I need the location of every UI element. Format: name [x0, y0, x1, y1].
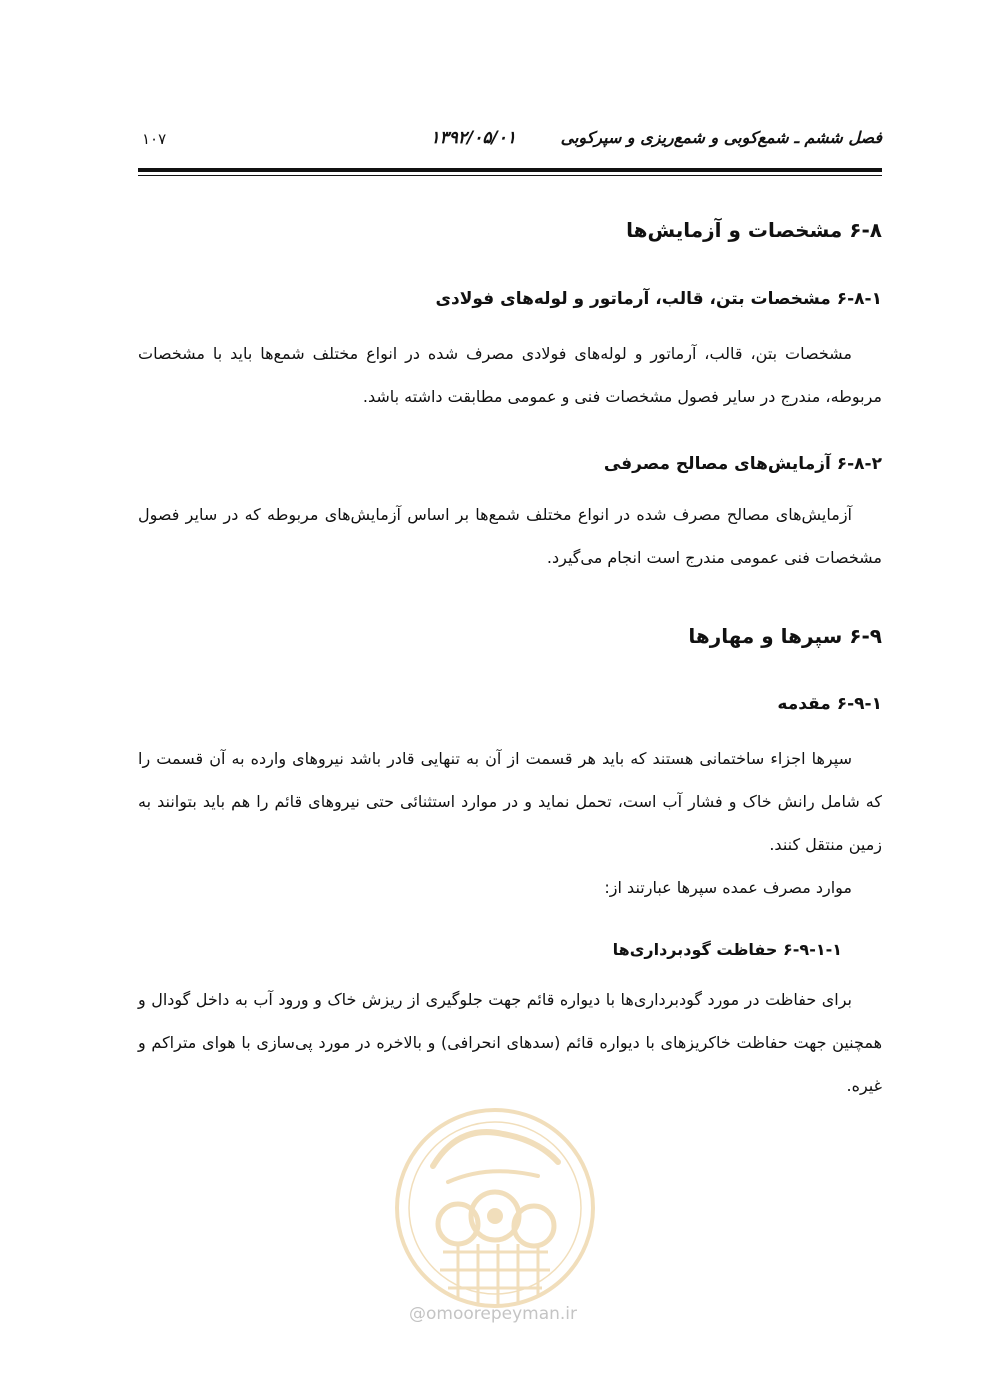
paragraph: مشخصات بتن، قالب، آرماتور و لوله‌های فولادی مصرف شده در انواع مختلف شمع‌ها باید با مشخصات مربوطه، مندرج در سایر فصول مشخصات فنی و عمومی مطابقت داشته باشد. [138, 344, 882, 406]
page-header [138, 128, 882, 158]
paragraph: آزمایش‌های مصالح مصرف شده در انواع مختلف شمع‌ها بر اساس آزمایش‌های مربوطه که در سایر فصول مشخصات فنی عمومی مندرج است انجام می‌گیرد. [138, 505, 882, 567]
subsection-heading: ۶-۹-۱ مقدمه [777, 694, 882, 714]
subsection-heading: ۶-۸-۲ آزمایش‌های مصالح مصرفی [603, 454, 882, 474]
section-heading: ۶-۸ مشخصات و آزمایش‌ها [626, 218, 882, 242]
page-number: ۱۰۷ [142, 130, 167, 148]
watermark-logo [388, 1104, 603, 1324]
header-rule-thick [138, 168, 882, 172]
header-rule-thin [138, 175, 882, 176]
paragraph: موارد مصرف عمده سپرها عبارتند از: [604, 878, 852, 897]
paragraph: برای حفاظت در مورد گودبرداری‌ها با دیواره قائم جهت جلوگیری از ریزش خاک و ورود آب به داخل گودال و همچنین جهت حفاظت خاکریزهای با دیواره قائم (سدهای انحرافی) و بالاخره در مورد پی‌سازی با هوای متراکم و غیره. [138, 990, 882, 1095]
watermark-text: @omoorepeyman.ir [408, 1304, 578, 1324]
subsection-heading: ۶-۸-۱ مشخصات بتن، قالب، آرماتور و لوله‌های فولادی [435, 289, 882, 309]
chapter-title: فصل ششم ـ شمع‌کوبی و شمع‌ریزی و سپرکوبی [560, 128, 882, 147]
header-date: ۱۳۹۲/۰۵/۰۱ [430, 128, 516, 148]
paragraph: سپرها اجزاء ساختمانی هستند که باید هر قسمت از آن به تنهایی قادر باشد نیروهای وارده به آن قسمت را که شامل رانش خاک و فشار آب است، تحمل نماید و در موارد استثنائی حتی نیروهای قائم را هم باید بتوانند به زمین منتقل کنند. [138, 749, 882, 854]
subsubsection-heading: ۶-۹-۱-۱ حفاظت گودبرداری‌ها [612, 940, 842, 959]
section-heading: ۶-۹ سپرها و مهارها [688, 624, 882, 648]
